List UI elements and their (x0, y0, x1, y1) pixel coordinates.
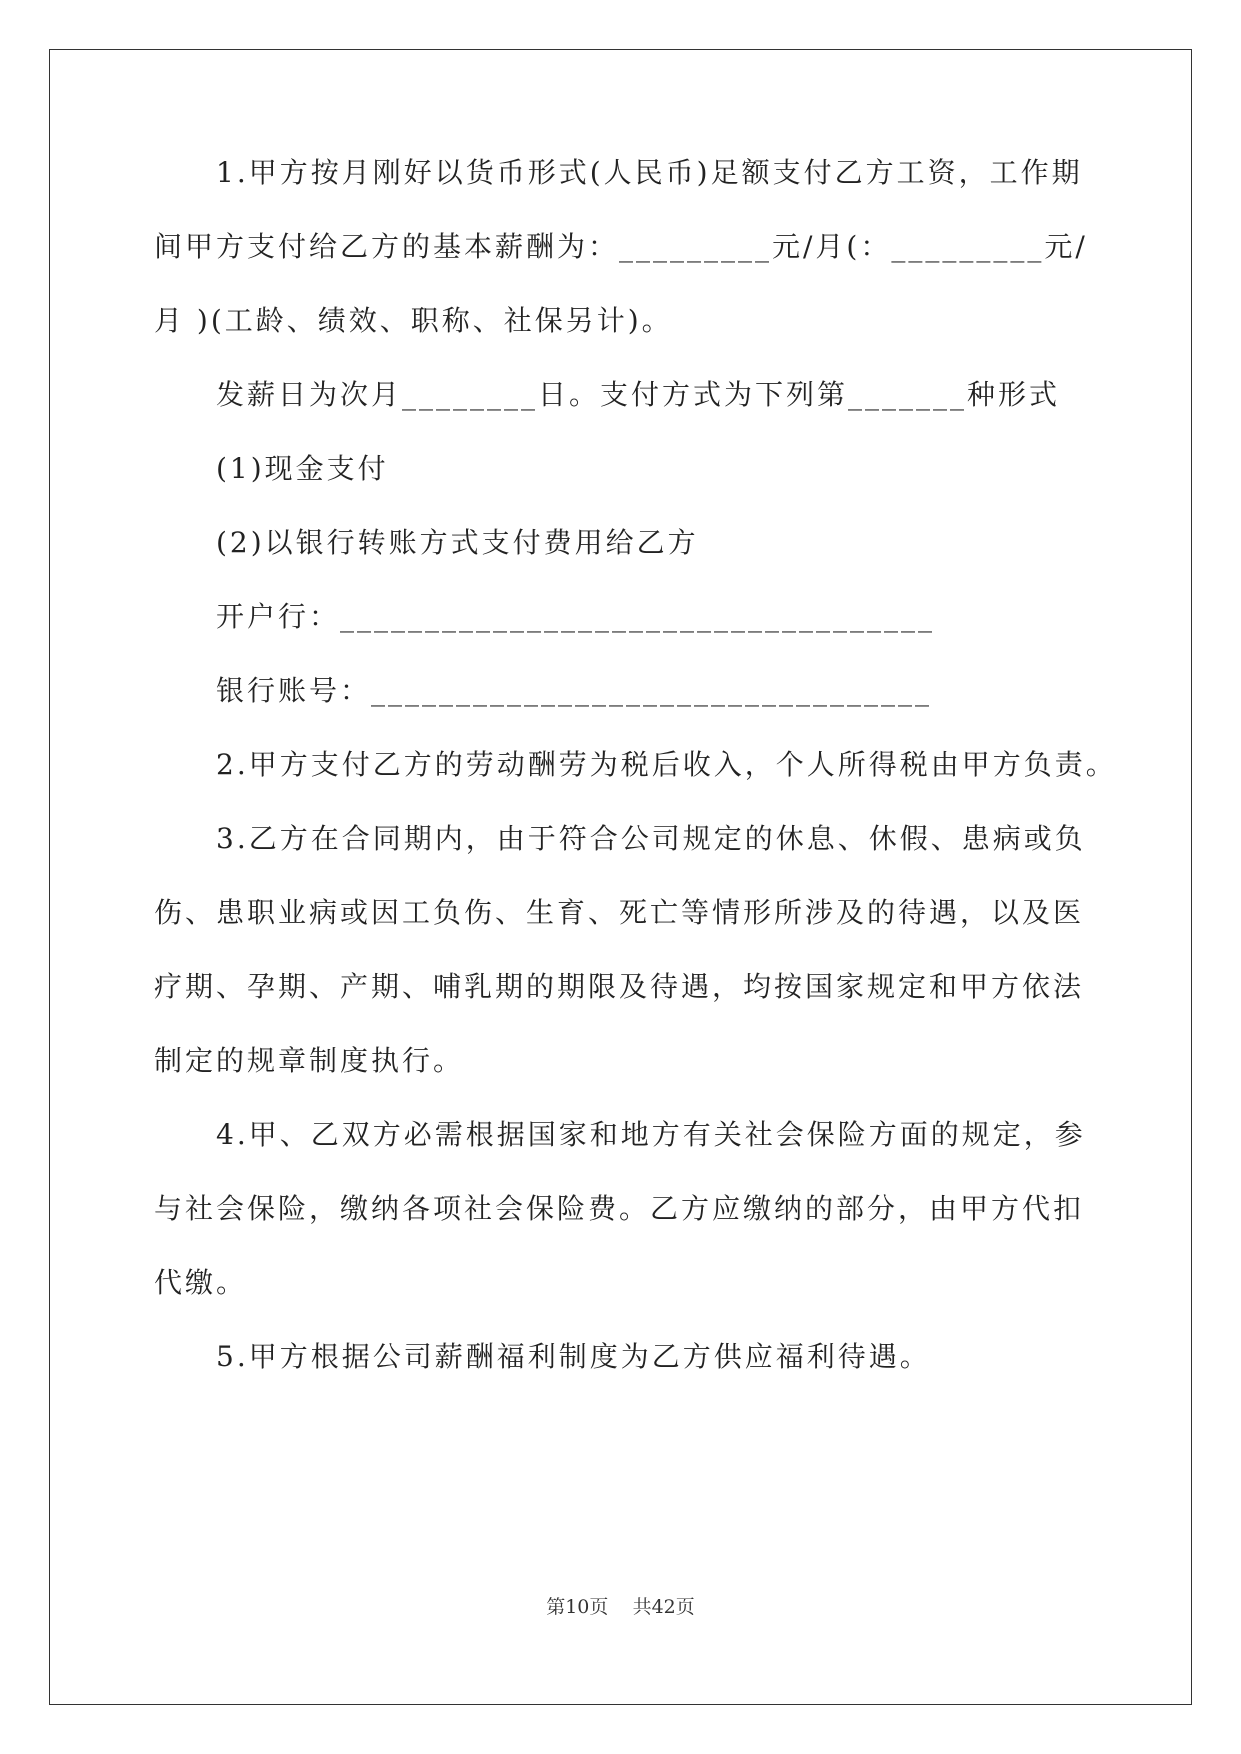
option-cash: (1)现金支付 (216, 452, 389, 485)
paragraph-2: 2.甲方支付乙方的劳动酬劳为税后收入，个人所得税由甲方负责。 (216, 748, 1117, 781)
paragraph-3-line-4: 制定的规章制度执行。 (154, 1044, 465, 1077)
paragraph-1-line-1: 1.甲方按月刚好以货币形式(人民币)足额支付乙方工资，工作期 (216, 156, 1083, 189)
paragraph-5: 5.甲方根据公司薪酬福利制度为乙方供应福利待遇。 (216, 1340, 931, 1373)
paragraph-3-line-2: 伤、患职业病或因工负伤、生育、死亡等情形所涉及的待遇，以及医 (154, 896, 1085, 929)
payday-line: 发薪日为次月________日。支付方式为下列第_______种形式 (216, 378, 1061, 411)
page-footer (0, 1592, 1241, 1622)
page-frame (49, 49, 1192, 1705)
paragraph-4-line-2: 与社会保险，缴纳各项社会保险费。乙方应缴纳的部分，由甲方代扣 (154, 1192, 1085, 1225)
paragraph-1-line-2: 间甲方支付给乙方的基本薪酬为：_________元/月(：_________元/ (154, 230, 1088, 263)
paragraph-4-line-3: 代缴。 (154, 1266, 248, 1299)
paragraph-1-line-3: 月 )(工龄、绩效、职称、社保另计)。 (154, 304, 673, 337)
bank-account-field: 银行账号：_________________________________ (216, 674, 933, 707)
paragraph-3-line-3: 疗期、孕期、产期、哺乳期的期限及待遇，均按国家规定和甲方依法 (154, 970, 1085, 1003)
option-bank-transfer: (2)以银行转账方式支付费用给乙方 (216, 526, 699, 559)
paragraph-4-line-1: 4.甲、乙双方必需根据国家和地方有关社会保险方面的规定，参 (216, 1118, 1086, 1151)
page-total: 共42页 (632, 1596, 695, 1618)
bank-name-field: 开户行：___________________________________ (216, 600, 936, 633)
page-number: 第10页 (546, 1596, 609, 1618)
paragraph-3-line-1: 3.乙方在合同期内，由于符合公司规定的休息、休假、患病或负 (216, 822, 1086, 855)
